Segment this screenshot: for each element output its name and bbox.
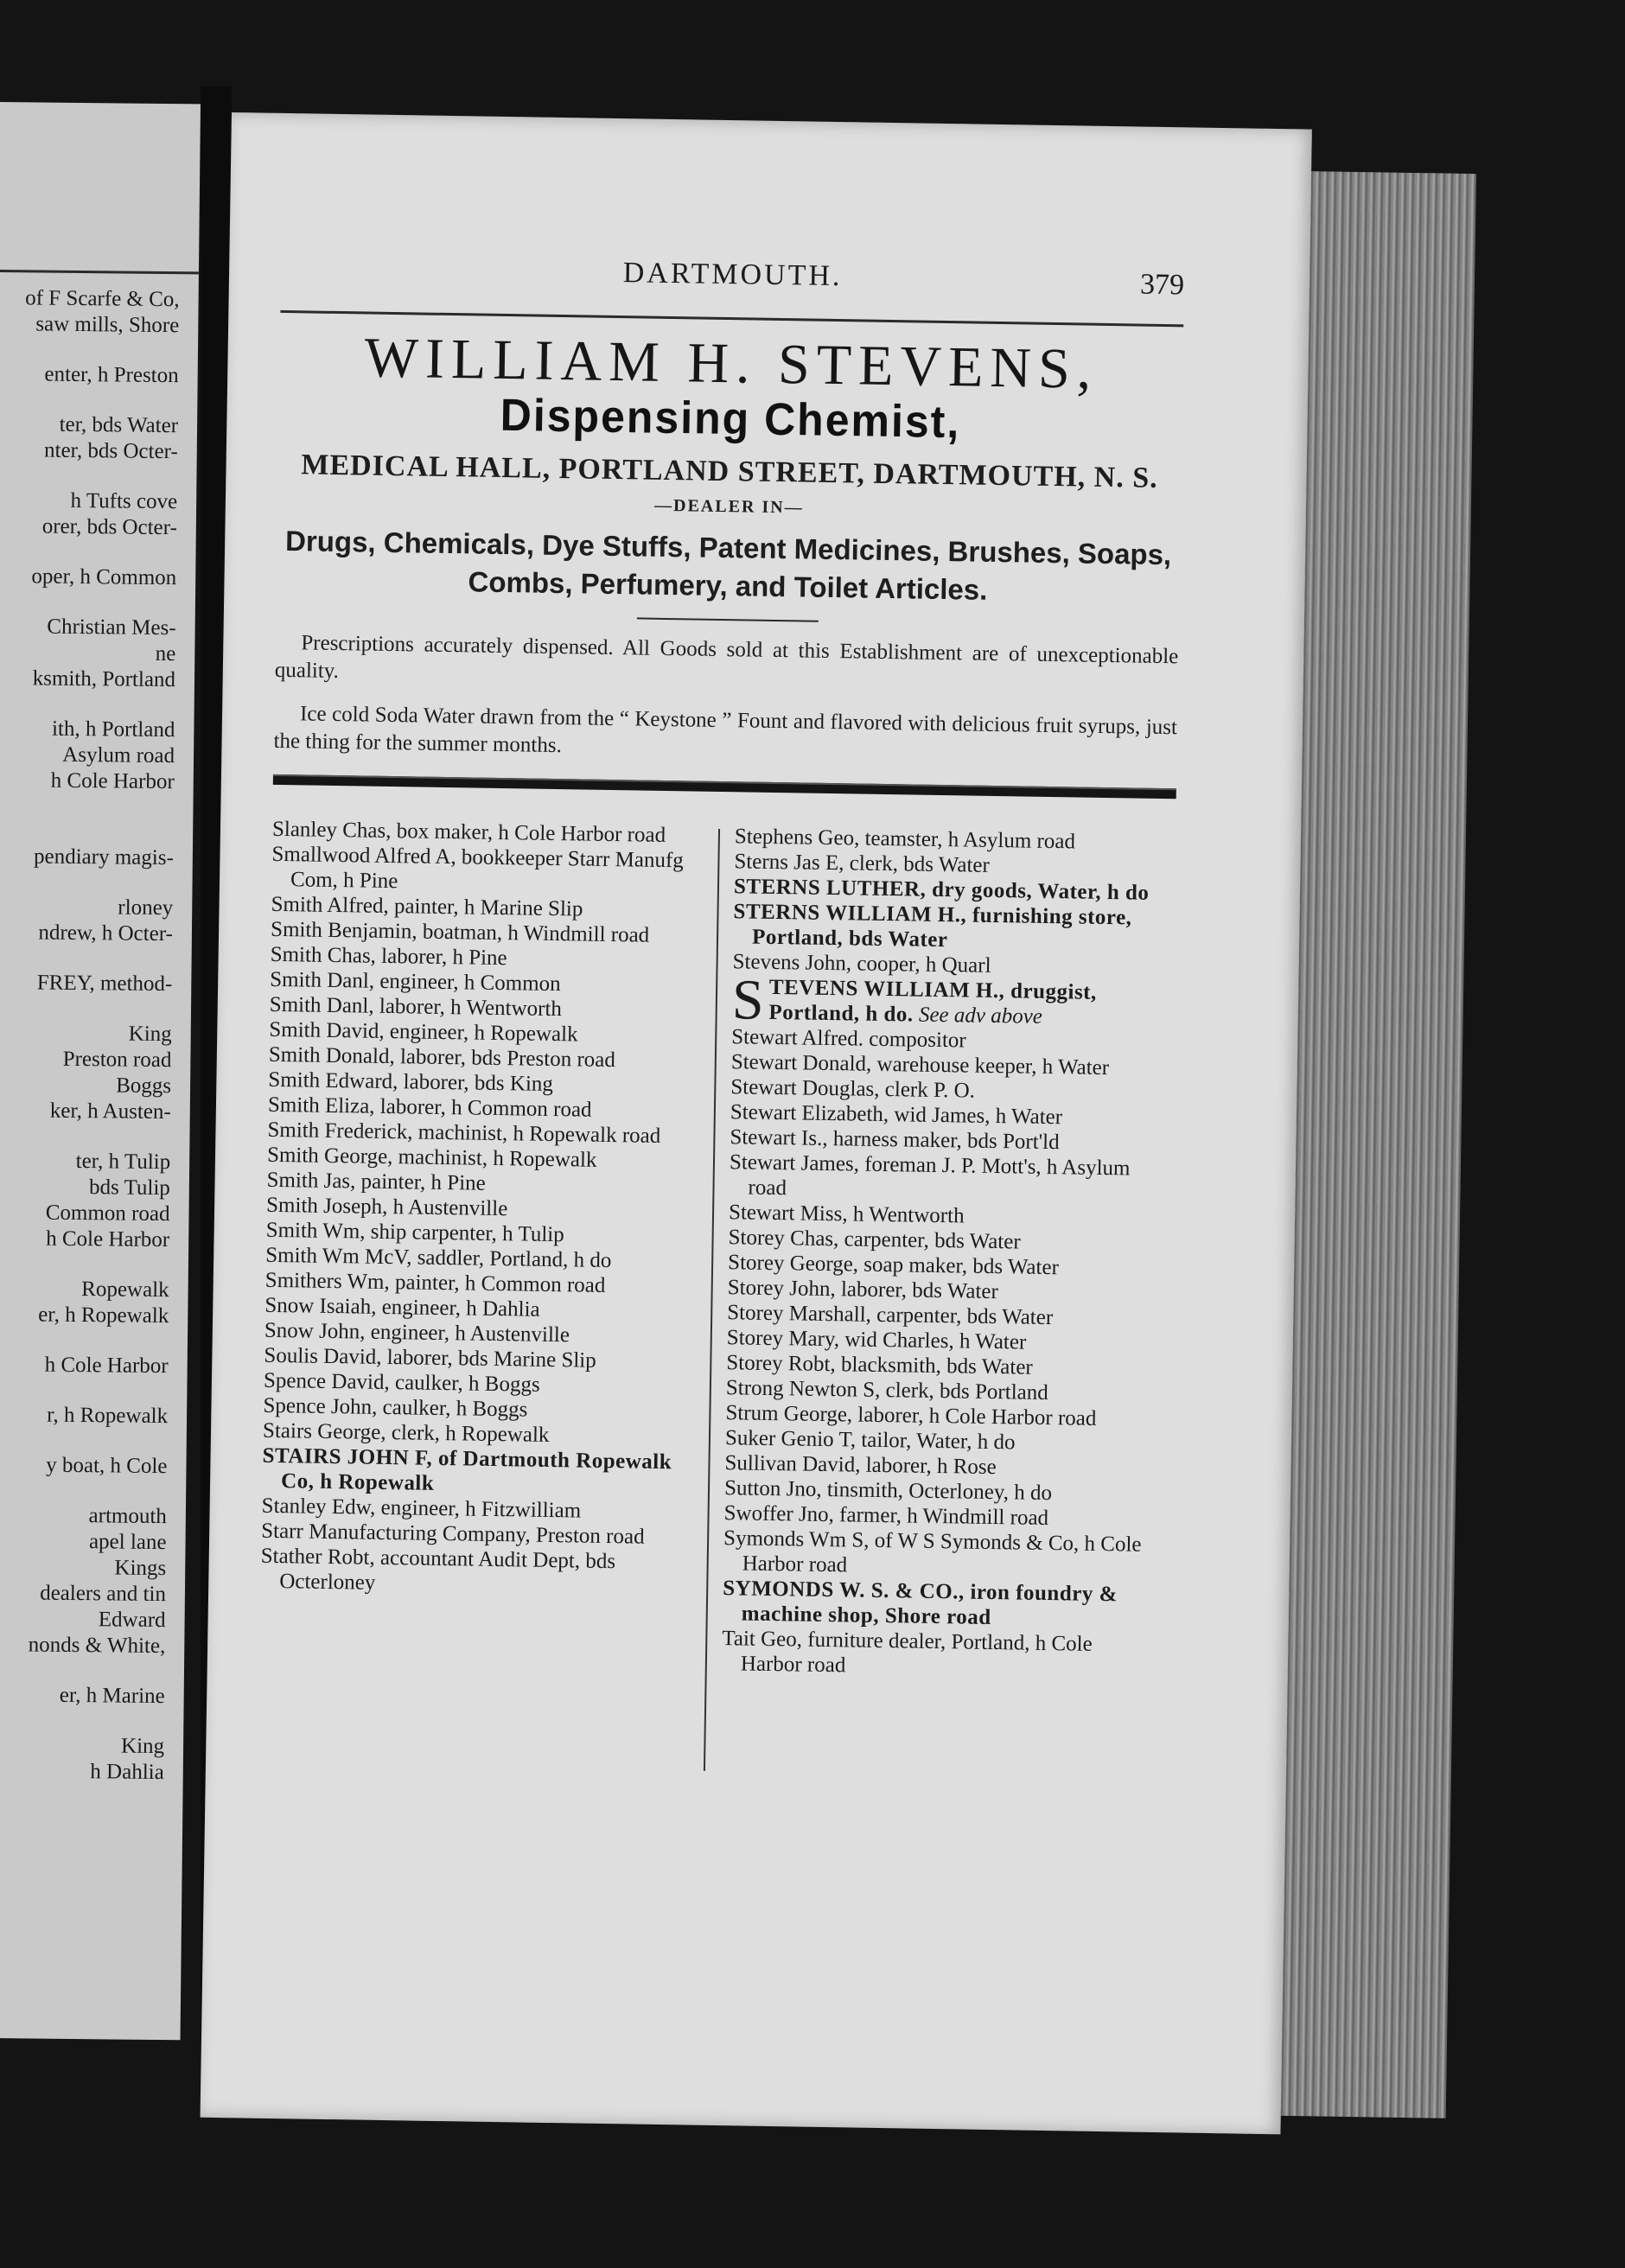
directory-entry: Sterns Jas E, clerk, bds Water <box>734 850 991 877</box>
left-line: bds Tulip <box>88 1175 170 1201</box>
directory-entry: Stanley Edw, engineer, h Fitzwilliam <box>261 1494 582 1523</box>
goods-list <box>276 522 1180 612</box>
directory-entry: Stewart Elizabeth, wid James, h Water <box>730 1100 1063 1130</box>
header-rule <box>0 270 199 274</box>
directory-entry: Soulis David, laborer, bds Marine Slip <box>264 1343 596 1373</box>
directory-entry: STAIRS JOHN F, of Dartmouth Ropewalk Co, h Ropewalk <box>262 1443 672 1495</box>
left-line: artmouth <box>88 1504 168 1529</box>
previous-page-fragment <box>0 102 201 2040</box>
goods-line: Combs, Perfumery, and Toilet Articles. <box>468 565 988 606</box>
left-line: dealers and tin <box>40 1581 167 1607</box>
ad-paragraph <box>275 629 1179 698</box>
left-line: ith, h Portland <box>51 717 175 742</box>
directory-entry: Smithers Wm, painter, h Common road <box>264 1268 606 1297</box>
left-line: apel lane <box>88 1530 167 1555</box>
directory-entry: Stewart Douglas, clerk P. O. <box>730 1075 976 1103</box>
directory-entry: Storey Marshall, carpenter, bds Water <box>727 1301 1054 1330</box>
left-line: ter, bds Water <box>59 412 179 438</box>
directory-entry: Swoffer Jno, farmer, h Windmill road <box>723 1501 1049 1531</box>
directory-entry: Strong Newton S, clerk, bds Portland <box>725 1376 1048 1405</box>
directory-entry: Tait Geo, furniture dealer, Portland, h Cole Harbor road <box>722 1627 1093 1678</box>
directory-entry: Smith George, machinist, h Ropewalk <box>266 1143 597 1172</box>
directory-entry: Storey Chas, carpenter, bds Water <box>728 1226 1021 1254</box>
ad-paragraph <box>273 700 1177 769</box>
directory-entry: Smith Danl, engineer, h Common <box>270 967 561 997</box>
goods-line: Drugs, Chemicals, Dye Stuffs, Patent Medicines, Brushes, Soaps, <box>284 525 1172 571</box>
directory-entry: Stewart Alfred. compositor <box>731 1025 966 1053</box>
left-line: er, h Marine <box>59 1683 165 1709</box>
advertisement <box>273 321 1183 799</box>
left-line: ker, h Austen- <box>49 1099 171 1124</box>
left-line: h Dahlia <box>90 1760 164 1785</box>
dealer-in-label: —DEALER IN— <box>653 495 804 518</box>
left-line: pendiary magis- <box>33 844 174 870</box>
advertiser-address: MEDICAL HALL, PORTLAND STREET, DARTMOUTH, N. S. <box>301 449 1158 494</box>
left-line: FREY, method- <box>36 971 173 997</box>
previous-page-lines <box>0 284 180 1786</box>
directory-entry: Smith Danl, laborer, h Wentworth <box>269 992 563 1022</box>
left-line: King <box>120 1734 165 1759</box>
directory-entry: Strum George, laborer, h Cole Harbor road <box>725 1401 1097 1430</box>
directory-entry: Slanley Chas, box maker, h Cole Harbor road <box>271 817 666 847</box>
left-line: Asylum road <box>62 742 175 768</box>
left-line: ndrew, h Octer- <box>38 921 174 946</box>
directory-entry: SYMONDS W. S. & CO., iron foundry & machine shop, Shore road <box>723 1577 1118 1630</box>
directory-entry: Smith Wm, ship carpenter, h Tulip <box>265 1218 564 1247</box>
left-line: Boggs <box>116 1073 172 1099</box>
left-line: h Cole Harbor <box>50 768 175 794</box>
left-line: h Cole Harbor <box>46 1226 170 1252</box>
directory-entry-stevens <box>731 968 1169 1032</box>
directory-page <box>201 112 1312 2134</box>
ad-paragraph-text: Prescriptions accurately dispensed. All Goods sold at this Establishment are of unexceptionable quality. <box>274 631 1179 684</box>
directory-entry: Smith Benjamin, boatman, h Windmill road <box>270 917 650 947</box>
directory-entry: Stewart Miss, h Wentworth <box>728 1201 965 1228</box>
directory-entry: Smallwood Alfred A, bookkeeper Starr Manufg Com, h Pine <box>271 842 684 894</box>
left-line: h Cole Harbor <box>44 1353 169 1379</box>
left-line: enter, h Preston <box>44 362 179 388</box>
left-line: saw mills, Shore <box>35 312 180 338</box>
left-line: nonds & White, <box>28 1633 166 1659</box>
directory-entry: STERNS WILLIAM H., furnishing store, Portland, bds Water <box>733 900 1132 952</box>
directory-listing <box>258 805 1176 1769</box>
left-line: Kings <box>114 1556 167 1581</box>
directory-entry: Stewart James, foreman J. P. Mott's, h Asylum road <box>729 1150 1131 1201</box>
divider <box>636 617 818 621</box>
left-line: y boat, h Cole <box>46 1453 168 1479</box>
left-line: Edward <box>98 1608 166 1633</box>
left-line: Christian Mes- <box>47 615 176 640</box>
directory-entry: Smith Eliza, laborer, h Common road <box>267 1093 592 1122</box>
directory-entry: Smith Alfred, painter, h Marine Slip <box>271 892 583 921</box>
thick-divider <box>273 774 1176 799</box>
directory-entry: Smith David, engineer, h Ropewalk <box>269 1017 578 1047</box>
directory-entry: Stairs George, clerk, h Ropewalk <box>262 1418 550 1447</box>
left-line: ksmith, Portland <box>32 666 176 692</box>
directory-entry: Smith Frederick, machinist, h Ropewalk road <box>267 1118 661 1148</box>
left-line: orer, bds Octer- <box>41 514 177 540</box>
directory-entry: Storey Mary, wid Charles, h Water <box>726 1326 1027 1354</box>
left-line: Common road <box>45 1201 170 1226</box>
directory-entry: Stephens Geo, teamster, h Asylum road <box>734 825 1076 854</box>
advertiser-profession: Dispensing Chemist, <box>500 389 961 448</box>
page-number: 379 <box>1139 268 1185 302</box>
directory-entry: Smith Jas, painter, h Pine <box>266 1168 486 1195</box>
directory-column-left <box>260 817 709 1601</box>
directory-entry: Snow John, engineer, h Austenville <box>264 1318 570 1347</box>
directory-entry: Suker Genio T, tailor, Water, h do <box>724 1426 1016 1455</box>
left-line: rloney <box>118 895 174 921</box>
directory-column-right <box>722 824 1171 1683</box>
directory-entry: Storey Robt, blacksmith, bds Water <box>726 1351 1033 1379</box>
left-line: er, h Ropewalk <box>38 1303 169 1328</box>
directory-entry: Stewart Donald, warehouse keeper, h Water <box>730 1050 1110 1080</box>
see-advert-note: See adv above <box>918 1003 1043 1029</box>
directory-entry: Stewart Is., harness maker, bds Port'ld <box>730 1125 1060 1155</box>
directory-entry: Starr Manufacturing Company, Preston road <box>261 1519 645 1549</box>
left-line: Preston road <box>62 1047 172 1073</box>
left-line: of F Scarfe & Co, <box>25 286 180 312</box>
left-line: Ropewalk <box>81 1277 169 1303</box>
left-line: r, h Ropewalk <box>47 1403 169 1429</box>
page-title: DARTMOUTH. <box>622 257 843 293</box>
directory-entry: Spence John, caulker, h Boggs <box>263 1393 528 1422</box>
directory-entry: Snow Isaiah, engineer, h Dahlia <box>264 1293 540 1322</box>
drop-cap: S <box>731 968 765 1032</box>
directory-entry: Smith Joseph, h Austenville <box>265 1193 508 1221</box>
left-line: ne <box>155 641 176 666</box>
left-line: nter, bds Octer- <box>43 438 178 464</box>
directory-entry: Storey George, soap maker, bds Water <box>727 1251 1060 1280</box>
directory-entry: Spence David, caulker, h Boggs <box>263 1368 540 1397</box>
directory-entry: Symonds Wm S, of W S Symonds & Co, h Cole Harbor road <box>723 1526 1142 1577</box>
left-line: King <box>128 1022 172 1047</box>
directory-entry: Sutton Jno, tinsmith, Octerloney, h do <box>723 1476 1053 1506</box>
directory-entry: Sullivan David, laborer, h Rose <box>724 1451 997 1480</box>
directory-entry: Smith Wm McV, saddler, Portland, h do <box>265 1243 612 1273</box>
directory-entry: Stather Robt, accountant Audit Dept, bds Octerloney <box>260 1544 616 1595</box>
left-line: oper, h Common <box>31 564 177 590</box>
directory-entry: Stevens John, cooper, h Quarl <box>732 950 991 978</box>
directory-entry: Smith Chas, laborer, h Pine <box>270 942 507 971</box>
entry-text: TEVENS WILLIAM H., druggist, Portland, h do. <box>768 975 1097 1027</box>
running-header <box>281 252 1185 317</box>
directory-entry: Smith Edward, laborer, bds King <box>268 1067 554 1096</box>
directory-entry: Smith Donald, laborer, bds Preston road <box>268 1042 616 1073</box>
directory-entry: Storey John, laborer, bds Water <box>727 1276 999 1304</box>
ad-paragraph-text: Ice cold Soda Water drawn from the “ Keystone ” Fount and flavored with delicious fruit syrups, just the thing for the summer months. <box>273 702 1178 758</box>
left-line: h Tufts cove <box>70 488 178 514</box>
advertiser-name: WILLIAM H. STEVENS, <box>364 326 1099 401</box>
directory-entry: STERNS LUTHER, dry goods, Water, h do <box>733 875 1150 905</box>
left-line: ter, h Tulip <box>75 1149 171 1175</box>
